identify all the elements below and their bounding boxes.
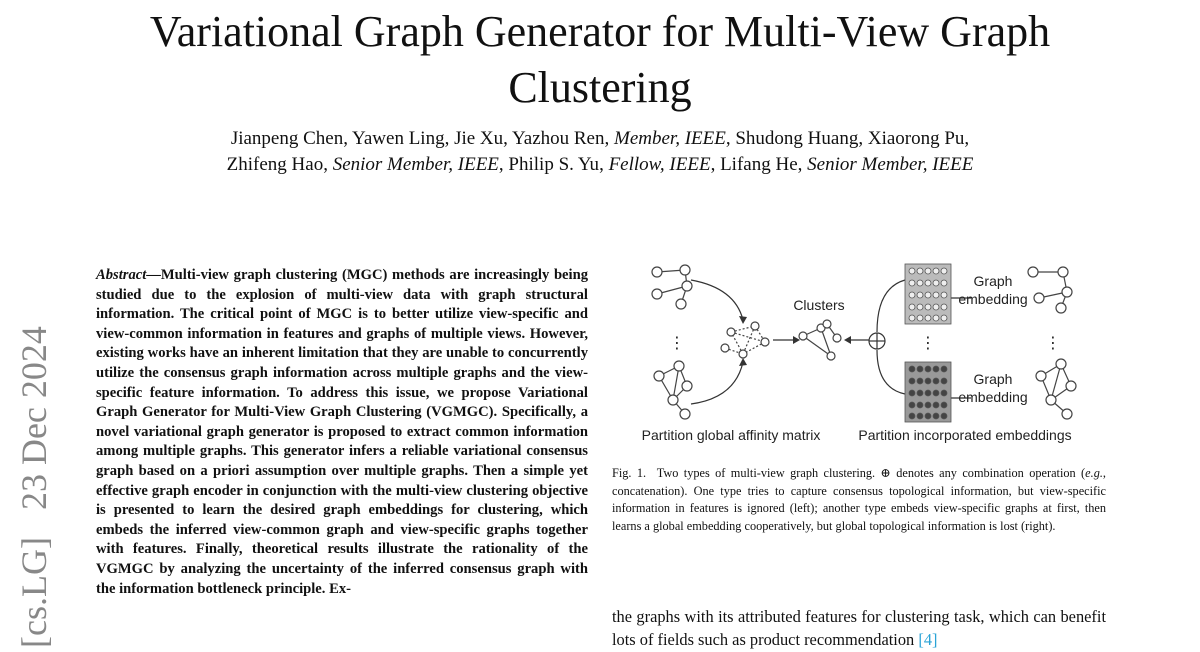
- graph-embedding-label: Graph: [973, 371, 1013, 387]
- body-paragraph: the graphs with its attributed features for clustering task, which can benefit lots of fields such as product recommendation: [612, 607, 1106, 650]
- author-name: Shudong Huang: [735, 128, 859, 149]
- author-role: Senior Member, IEEE: [807, 154, 974, 175]
- author-name: Lifang He: [720, 154, 798, 175]
- clusters-label: Clusters: [793, 297, 845, 313]
- caption-prefix: Fig. 1.: [612, 466, 647, 480]
- abstract: Abstract—Multi-view graph clustering (MGC) methods are increasingly being studied due to the explosion of multi-view data with graph structural information. The critical point of MGC is to better utilize view-specific and view-common information in features and graphs of multiple views. However, existing works have an inherent limitation that they are unable to concurrently utilize the consensus graph information across multiple graphs and the view-specific feature information. To address this issue, we propose Variational Graph Generator for Multi-View Graph Clustering (VGMGC). Specifically, a novel variational graph generator is proposed to extract common information among multiple graphs. This generator infers a reliable variational consensus graph based on a priori assumption over multiple graphs. Then a simple yet effective graph encoder in conjunction with the multi-view clustering objective is presented to learn the desired graph embeddings for clustering, which embeds the inferred view-common graph and view-specific graphs together with features. Finally, theoretical results illustrate the rationality of the VGMGC by analyzing the uncertainty of the inferred consensus graph with the information bottleneck principle. Ex-: [96, 267, 588, 597]
- left-method-label: Partition global affinity matrix: [641, 427, 821, 443]
- affinity-nodes: [721, 322, 769, 358]
- ellipsis-dots: ⋮: [669, 335, 685, 352]
- figure-1: [615, 258, 1105, 448]
- arxiv-category: [cs.LG]: [14, 537, 54, 648]
- author-role: Senior Member, IEEE: [332, 154, 499, 175]
- author-list: Jianpeng Chen, Yawen Ling, Jie Xu, Yazhou Ren, Member, IEEE, Shudong Huang, Xiaorong Pu, Zhifeng Hao, Senior Member, IEEE, Philip S. Yu, Fellow, IEEE, Lifang He, Senior Member, IEEE: [226, 128, 974, 175]
- arxiv-stamp: [14, 288, 54, 648]
- ellipsis-dots: ⋮: [1045, 335, 1061, 352]
- abstract-label: Abstract: [96, 267, 147, 283]
- author-name: Jie Xu: [454, 128, 504, 149]
- figure-caption: [612, 465, 1106, 535]
- cluster-graph: [799, 320, 841, 360]
- author-role: Fellow, IEEE: [608, 154, 711, 175]
- author-role: Member, IEEE: [614, 128, 726, 149]
- right-method-label: Partition incorporated embeddings: [858, 427, 1072, 443]
- embedding-matrix-top: [905, 264, 951, 324]
- caption-eg: e.g.: [1085, 466, 1103, 480]
- body-text: [612, 605, 1106, 652]
- view-graph-1: [1028, 267, 1072, 313]
- figure-diagram: [615, 258, 1105, 448]
- input-graph-2: [654, 361, 692, 419]
- embedding-matrix-bottom: [905, 362, 951, 422]
- author-name: Yawen Ling: [352, 128, 445, 149]
- paper-title: Variational Graph Generator for Multi-View Graph Clustering: [149, 7, 1051, 112]
- oplus-symbol: [869, 333, 885, 349]
- author-name: Philip S. Yu: [508, 154, 600, 175]
- graph-embedding-label: embedding: [958, 389, 1028, 405]
- caption-text: , concatenation). One type tries to capture consensus topological information, but view-specific information in features is ignored (left); another type embeds view-specific graphs at first, then learns a global embedding cooperatively, but global topological information is lost (right).: [612, 466, 1106, 533]
- author-name: Zhifeng Hao: [226, 154, 324, 175]
- citation-link[interactable]: [4]: [918, 630, 938, 650]
- input-graph-1: [652, 265, 692, 309]
- graph-embedding-label: embedding: [958, 291, 1028, 307]
- author-name: Jianpeng Chen: [230, 128, 344, 149]
- arxiv-date: 23 Dec 2024: [14, 326, 54, 511]
- graph-embedding-label: Graph: [973, 273, 1013, 289]
- author-name: Xiaorong Pu: [867, 128, 965, 149]
- abstract-text: Multi-view graph clustering (MGC) methods are increasingly being studied due to the explosion of multi-view data with graph structural information. The critical point of MGC is to better utilize view-specific and view-common information in features and graphs of multiple views. However, existing works have an inherent limitation that they are unable to concurrently utilize the consensus graph information across multiple graphs and the view-specific feature information. To address this issue, we propose Variational Graph Generator for Multi-View Graph Clustering (VGMGC). Specifically, a novel variational graph generator is proposed to extract common information among multiple graphs. This generator infers a reliable variational consensus graph based on a priori assumption over multiple graphs. Then a simple yet effective graph encoder in conjunction with the multi-view clustering objective is presented to learn the desired graph embeddings for clustering, which embeds the inferred view-common graph and view-specific graphs together with features. Finally, theoretical results illustrate the rationality of the VGMGC by analyzing the uncertainty of the inferred consensus graph with the information bottleneck principle. Ex-: [96, 267, 588, 597]
- author-name: Yazhou Ren: [511, 128, 605, 149]
- view-graph-2: [1036, 359, 1076, 419]
- caption-text: Two types of multi-view graph clustering. ⊕ denotes any combination operation (: [656, 466, 1086, 480]
- ellipsis-dots: ⋮: [920, 335, 936, 352]
